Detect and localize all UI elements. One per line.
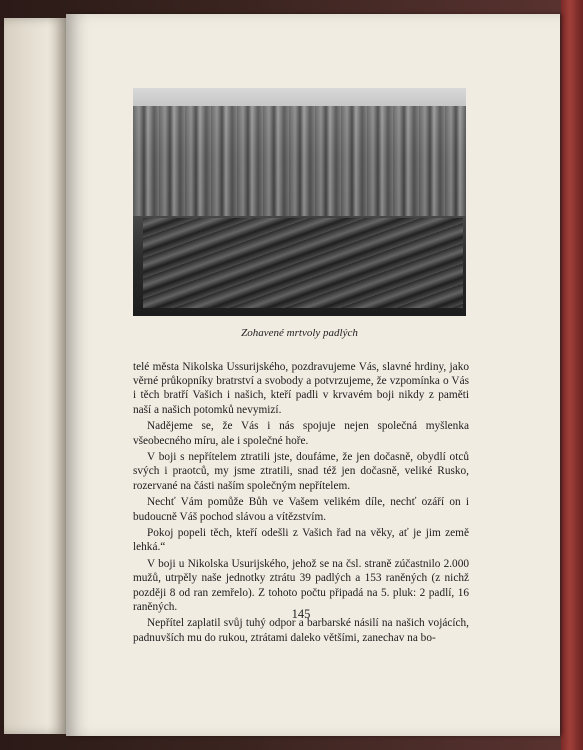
body-text: [133, 360, 469, 647]
left-page-edge: [4, 18, 66, 734]
photograph-fallen-soldiers: [133, 88, 466, 316]
paragraph: V boji u Nikolska Usurijského, jehož se na čsl. straně zúčastnilo 2.000 mužů, utrpěly naše jednotky ztrátu 39 padlých a 153 raněných (z nichž později 8 od ran zemřelo). Z tohoto počtu připadá na 5. pluk: 2 padlí, 16 raněných.: [133, 558, 469, 613]
paragraph: Nechť Vám pomůže Bůh ve Vašem velikém díle, nechť ozáří on i budoucně Váš pochod slávou a vítězstvím.: [133, 496, 469, 523]
paragraph: V boji s nepřítelem ztratili jste, doufáme, že jen dočasně, obydlí otců svých i praotců, my jsme ztratili, snad též jen dočasně, veliké Rusko, rozervané na části naším společným nepřítelem.: [133, 451, 469, 492]
paragraph: Pokoj popeli těch, kteří odešli z Vašich řad na věky, ať je jim země lehká.“: [133, 527, 469, 554]
photo-caption: Zohavené mrtvoly padlých: [241, 327, 358, 339]
photo-standing-soldiers: [133, 106, 466, 216]
page-number: 145: [291, 607, 311, 621]
paragraph: telé města Nikolska Ussurijského, pozdravujeme Vás, slavné hrdiny, jako věrné průkopníky bratrství a svobody a potvrzujeme, že vzpomínka o Vás i těch bratří Vašich i našich, kteří padli v krvavém boji nikdy z paměti naší a našich potomků nevymizí.: [133, 361, 469, 416]
photo-bodies: [143, 218, 463, 308]
book-cover-edge: [561, 0, 583, 750]
paragraph: Nepřítel zaplatil svůj tuhý odpor a barbarské násilí na našich vojácích, padnuvších mu do rukou, ztrátami daleko většími, zanechav na bo-: [133, 617, 469, 644]
paragraph: Nadějeme se, že Vás i nás spojuje nejen společná myšlenka všeobecného míru, ale i společné hoře.: [133, 420, 469, 447]
